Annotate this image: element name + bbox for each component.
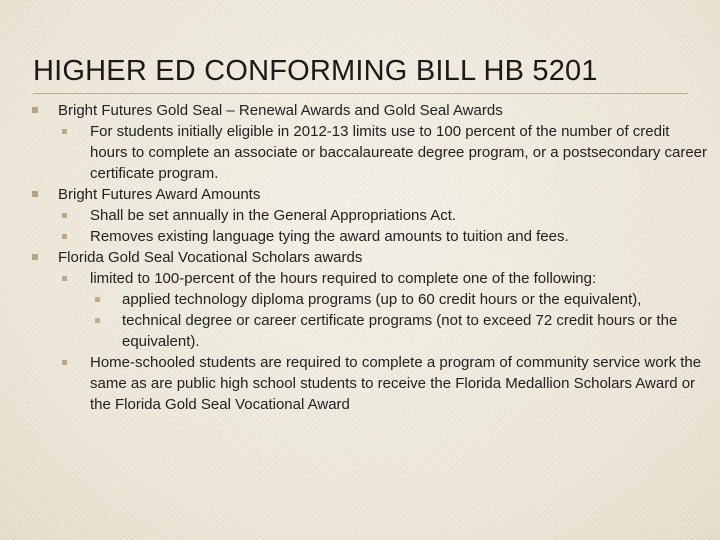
square-bullet-icon bbox=[62, 360, 67, 365]
sub-bullet-text: limited to 100-percent of the hours required to complete one of the following: bbox=[90, 270, 597, 287]
sub-bullet-item bbox=[62, 205, 710, 226]
square-bullet-icon bbox=[62, 276, 67, 281]
square-bullet-icon bbox=[32, 254, 38, 260]
sub-sub-bullet-item bbox=[92, 289, 710, 310]
sub-list bbox=[30, 205, 710, 247]
sub-bullet-text: Shall be set annually in the General Appropriations Act. bbox=[90, 207, 457, 224]
sub-sub-bullet-text: applied technology diploma programs (up to 60 credit hours or the equivalent), bbox=[122, 291, 642, 308]
title-divider bbox=[33, 93, 688, 94]
bullet-item bbox=[30, 247, 710, 268]
sub-sub-bullet-item bbox=[92, 310, 710, 352]
bullet-text: Bright Futures Gold Seal – Renewal Awards and Gold Seal Awards bbox=[58, 102, 503, 119]
sub-bullet-item bbox=[62, 352, 710, 415]
sub-bullet-item bbox=[62, 121, 710, 184]
bullet-item bbox=[30, 100, 710, 121]
square-bullet-icon bbox=[95, 318, 100, 323]
sub-sub-list bbox=[62, 289, 710, 352]
sub-bullet-text: For students initially eligible in 2012-13 limits use to 100 percent of the number of credit hours to complete an associate or baccalaureate degree program, or a postsecondary career certificate program. bbox=[90, 123, 708, 182]
bullet-text: Bright Futures Award Amounts bbox=[58, 186, 261, 203]
bullet-text: Florida Gold Seal Vocational Scholars awards bbox=[58, 249, 363, 266]
square-bullet-icon bbox=[32, 107, 38, 113]
page-title: HIGHER ED CONFORMING BILL HB 5201 bbox=[33, 55, 598, 87]
sub-list bbox=[30, 121, 710, 184]
sub-bullet-text: Removes existing language tying the award amounts to tuition and fees. bbox=[90, 228, 569, 245]
sub-list bbox=[30, 268, 710, 415]
sub-sub-bullet-text: technical degree or career certificate programs (not to exceed 72 credit hours or the equivalent). bbox=[122, 312, 678, 350]
square-bullet-icon bbox=[62, 234, 67, 239]
bullet-item bbox=[30, 184, 710, 205]
square-bullet-icon bbox=[95, 297, 100, 302]
sub-bullet-item bbox=[62, 268, 710, 289]
sub-bullet-text: Home-schooled students are required to complete a program of community service work the same as are public high school students to receive the Florida Medallion Scholars Award or the Florida Gold Seal Vocational Award bbox=[90, 354, 702, 413]
slide-content bbox=[30, 100, 710, 415]
sub-bullet-item bbox=[62, 226, 710, 247]
square-bullet-icon bbox=[32, 191, 38, 197]
square-bullet-icon bbox=[62, 129, 67, 134]
square-bullet-icon bbox=[62, 213, 67, 218]
